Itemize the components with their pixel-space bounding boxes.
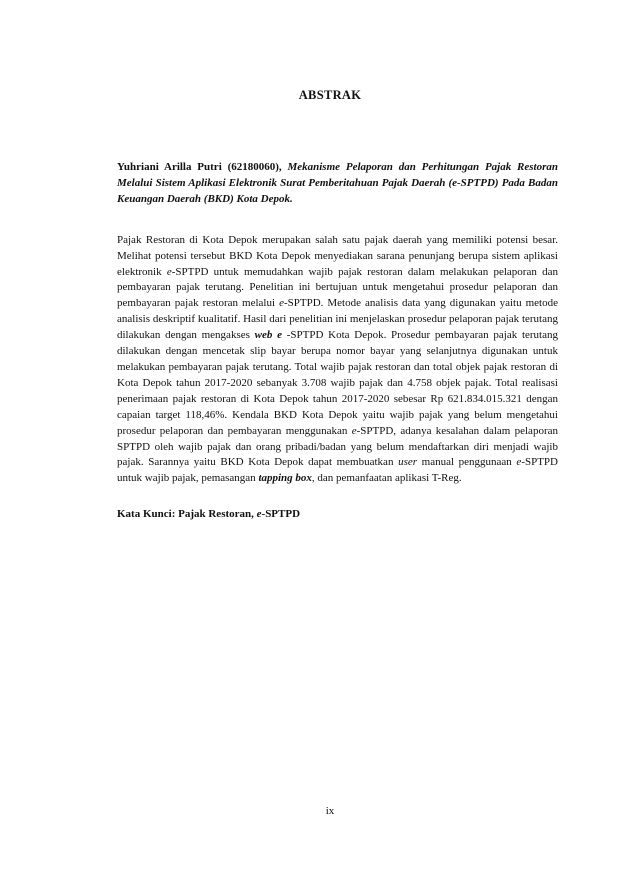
abstract-content [117, 160, 558, 523]
abstract-term-e: e [351, 424, 357, 437]
page-title: ABSTRAK [298, 88, 362, 102]
abstract-term-web-e: web e [254, 329, 282, 342]
abstract-text-5: -SPTPD, adanya kesalahan dalam pelaporan SPTPD oleh wajib pajak dan orang pribadi/badan yang belum mendaftarkan diri menjadi wajib pajak. Sarannya yaitu BKD Kota Depok dapat membuatkan [117, 424, 558, 469]
citation-title: Mekanisme Pelaporan dan Perhitungan Pajak Restoran Melalui Sistem Aplikasi Elektronik Surat Pemberitahuan Pajak Daerah (e-SPTPD) Pada Badan Keuangan Daerah (BKD) Kota Depok. [117, 161, 558, 205]
abstract-term-e: e [166, 265, 172, 278]
abstract-text-3: -SPTPD. Metode analisis data yang digunakan yaitu metode analisis deskriptif kualitatif. Hasil dari penelitian ini menjelaskan prosedur pelaporan pajak terutang dilakukan dengan mengakses [117, 297, 558, 342]
abstract-text-7: -SPTPD untuk wajib pajak, pemasangan [117, 456, 558, 485]
abstract-term-e: e [279, 297, 284, 310]
abstract-text-2: -SPTPD untuk memudahkan wajib pajak restoran dalam melakukan pelaporan dan pembayaran pajak terutang. Penelitian ini bertujuan untuk mengetahui prosedur pelaporan dan pembayaran pajak restoran melalui [117, 265, 558, 310]
keywords-term-e: e [256, 508, 262, 521]
page-number: ix [325, 805, 335, 817]
abstract-term-e: e [516, 456, 522, 469]
abstract-text-8: , dan pemanfaatan aplikasi T-Reg. [311, 472, 462, 485]
abstract-text-1: Pajak Restoran di Kota Depok merupakan salah satu pajak daerah yang memiliki potensi besar. Melihat potensi tersebut BKD Kota Depok menyediakan sarana penunjang berupa sistem aplikasi elektronik [117, 233, 558, 278]
abstract-term-tapping-box: tapping box [258, 472, 312, 485]
abstract-text-6: manual penggunaan [417, 456, 517, 469]
abstract-text-4: -SPTPD Kota Depok. Prosedur pembayaran pajak terutang dilakukan dengan mencetak slip bayar berupa nomor bayar yang selanjutnya digunakan untuk melakukan pembayaran pajak terutang. Total wajib pajak restoran dan total objek pajak restoran di Kota Depok tahun 2017-2020 sebanyak 3.708 wajib pajak dan 4.758 objek pajak. Total realisasi penerimaan pajak restoran di Kota Depok tahun 2017-2020 sebesar Rp 621.834.015.321 dengan capaian target 118,46%. Kendala BKD Kota Depok yaitu wajib pajak yang belum mengetahui prosedur pelaporan dan pembayaran menggunakan [117, 329, 558, 437]
abstract-paragraph [117, 233, 558, 488]
keywords [117, 507, 558, 523]
citation-author: Yuhriani Arilla Putri (62180060), [117, 161, 288, 173]
keywords-prefix: Kata Kunci: Pajak Restoran, [117, 508, 257, 521]
keywords-suffix: -SPTPD [261, 508, 301, 521]
abstract-term-user: user [398, 456, 418, 469]
citation [117, 160, 558, 208]
